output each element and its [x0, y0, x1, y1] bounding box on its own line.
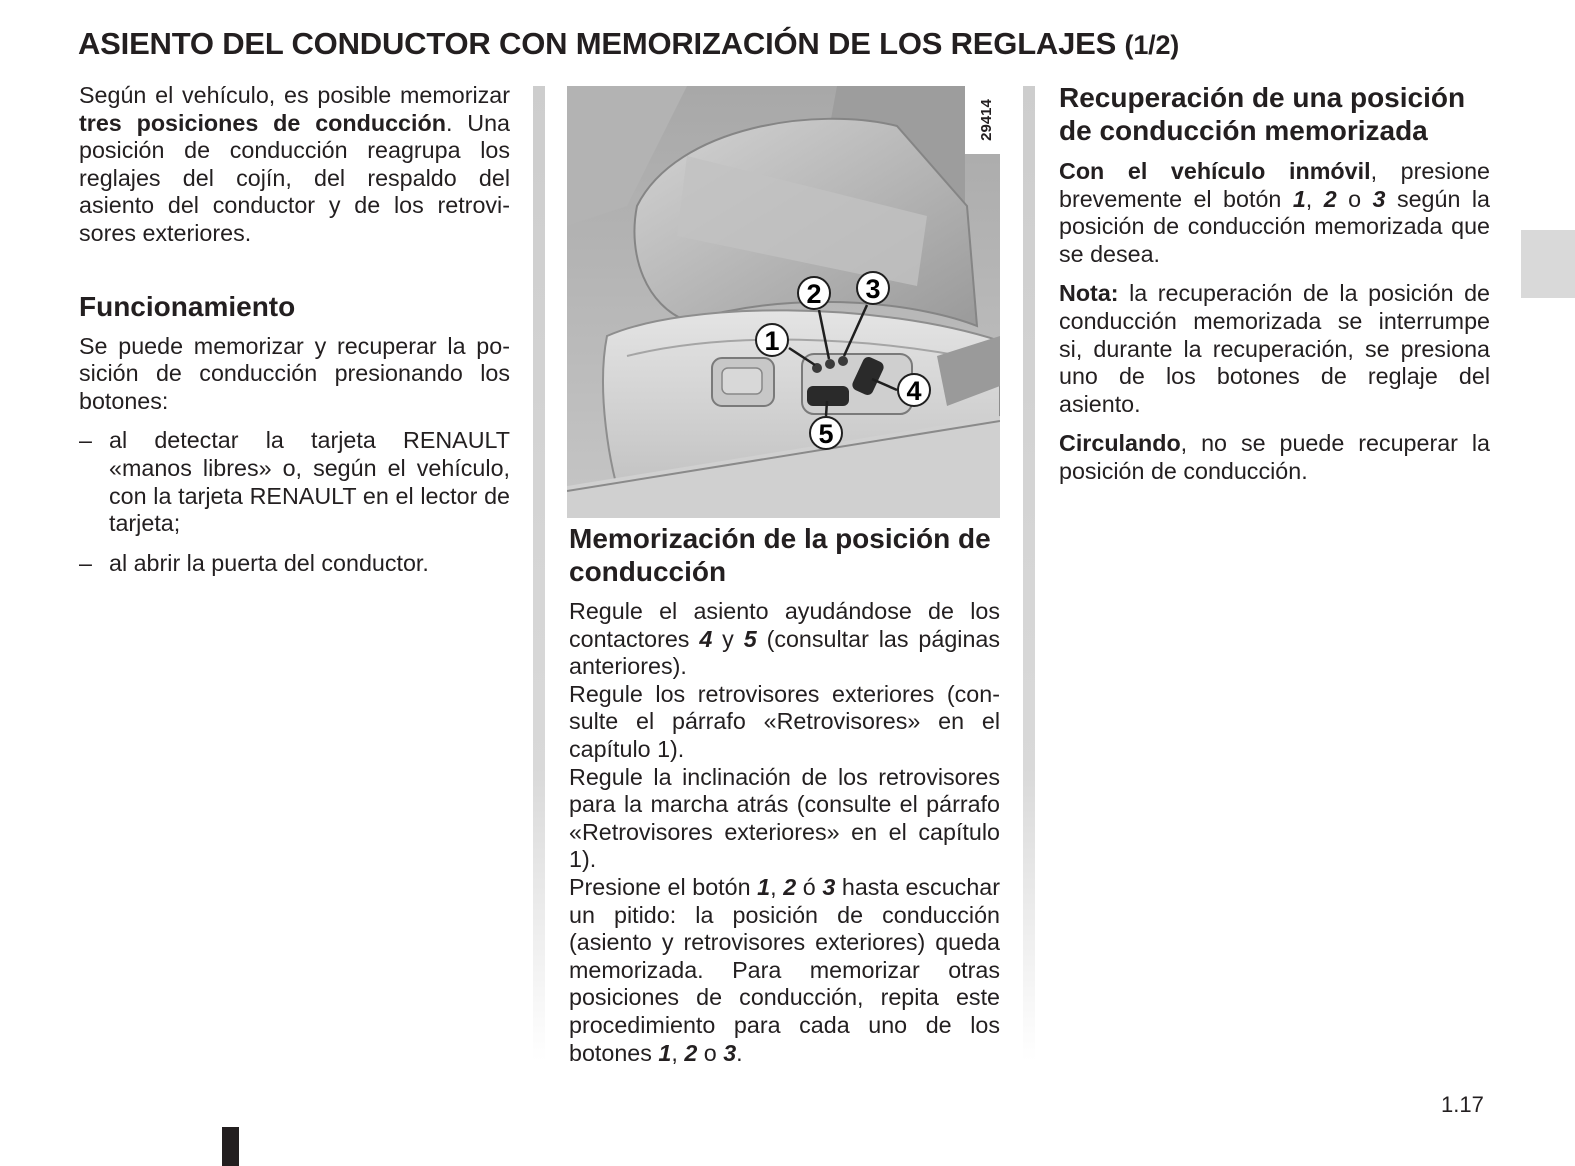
step-text: y — [712, 625, 744, 652]
circulando-paragraph — [1059, 430, 1490, 485]
list-item — [79, 550, 510, 578]
ref-number: 3 — [723, 1039, 737, 1066]
step-text: (consultar las páginas anteriores). — [569, 625, 1001, 680]
step-text: Presione el botón — [569, 873, 758, 900]
seat-controls-illustration — [567, 86, 1000, 518]
memory-button-3 — [838, 356, 848, 366]
step-text: Regule el asiento ayudándose de los contactores — [569, 598, 1000, 652]
intro-text-end: . Una posición de conducción reagrupa los reglajes del cojín, del respaldo del asiento del conductor y de los retrovisores exteriores. — [79, 109, 511, 246]
bold-text: Nota: — [1059, 280, 1119, 307]
middle-column — [569, 522, 1000, 1067]
column-separator-left — [533, 86, 545, 1061]
para-text: la recuperación de la posición de conducción memorizada se interrumpe si, durante la recuperación, se presiona uno de los botones de reglaje del asiento. — [1059, 280, 1490, 417]
callout-label-3: 3 — [865, 274, 881, 304]
step-text: hasta escuchar un pitido: la posición de conducción (asiento y retrovisores exteriores) queda memorizada. Para memorizar otras posiciones de conducción, repita este procedimiento para cada uno de los botones — [569, 873, 1000, 1066]
callout-4 — [898, 374, 930, 406]
ref-number: 3 — [1372, 185, 1386, 212]
list-dash: – — [79, 549, 92, 576]
ref-number: 2 — [1323, 185, 1337, 212]
page-number: 1.17 — [1441, 1092, 1484, 1117]
bold-text: Circulando — [1059, 430, 1181, 457]
para-text: o — [1336, 185, 1373, 212]
para-text: , no se puede recuperar la posición de conducción. — [1059, 430, 1490, 484]
memorizacion-step-3: Regule la inclinación de los retrovisores para la marcha atrás (consulte el párrafo «Retrovisores exteriores» en el capítulo 1). — [569, 763, 1000, 873]
ref-number: 1 — [1292, 185, 1306, 212]
page-title — [78, 26, 1498, 62]
memory-button-2 — [825, 359, 835, 369]
left-column — [79, 82, 510, 577]
section-thumb-tab — [1521, 230, 1575, 298]
nota-paragraph — [1059, 280, 1490, 418]
intro-text-start: Según el vehículo, es posible memorizar — [79, 82, 510, 108]
step-text: , — [671, 1039, 685, 1066]
step-text: . — [736, 1039, 743, 1066]
right-column — [1059, 81, 1490, 486]
recuperacion-paragraph — [1059, 158, 1490, 268]
callout-5 — [810, 417, 842, 449]
ref-number: 2 — [684, 1039, 698, 1066]
callout-3 — [857, 272, 889, 304]
column-separator-right — [1023, 86, 1035, 1061]
title-text: ASIENTO DEL CONDUCTOR CON MEMORIZACIÓN DE LOS REGLAJES — [78, 26, 1117, 61]
step-text: o — [697, 1039, 724, 1066]
section-heading-funcionamiento: Funcionamiento — [79, 290, 296, 322]
section-heading-recuperacion: Recuperación de una posición de conducción memorizada — [1059, 82, 1466, 146]
callout-label-2: 2 — [806, 279, 822, 309]
memorizacion-step-1 — [569, 598, 1000, 681]
section-heading-memorizacion: Memorización de la posición de conducción — [569, 523, 991, 587]
print-mark — [222, 1127, 239, 1166]
callout-label-4: 4 — [906, 376, 922, 406]
list-dash: – — [79, 427, 92, 454]
bold-text: Con el vehículo inmóvil — [1059, 158, 1371, 184]
ref-number: 4 — [699, 625, 713, 652]
step-text: ó — [796, 873, 823, 900]
intro-paragraph — [79, 82, 510, 248]
memorizacion-step-2: Regule los retrovisores exteriores (consulte el párrafo «Retrovisores» en el capítulo 1). — [569, 680, 1000, 762]
callout-label-5: 5 — [818, 419, 834, 449]
ref-number: 2 — [783, 873, 797, 900]
ref-number: 3 — [822, 873, 836, 900]
callout-label-1: 1 — [764, 326, 780, 356]
ref-number: 1 — [757, 873, 771, 900]
intro-bold-text: tres posiciones de conducción — [79, 109, 446, 136]
para-text: , — [1305, 185, 1324, 212]
list-item-text: al detectar la tarjeta RENAULT «manos libres» o, según el vehículo, con la tarjeta RENAULT en el lector de tarjeta; — [109, 427, 510, 537]
funcionamiento-paragraph: Se puede memorizar y recuperar la posición de conducción presionando los botones: — [79, 332, 510, 414]
list-item — [79, 427, 510, 537]
para-text: , presione brevemente el botón — [1059, 158, 1490, 212]
figure-code: 29414 — [978, 99, 995, 141]
ref-number: 1 — [658, 1039, 672, 1066]
step-text: , — [770, 873, 784, 900]
ref-number: 5 — [743, 625, 757, 652]
callout-1 — [756, 324, 788, 356]
callout-2 — [798, 277, 830, 309]
title-suffix: (1/2) — [1124, 30, 1180, 60]
list-item-text: al abrir la puerta del conductor. — [109, 549, 429, 576]
para-text: según la posición de conducción memorizada que se desea. — [1059, 185, 1491, 267]
memorizacion-step-4 — [569, 874, 1000, 1067]
switch-knob-left — [722, 368, 762, 394]
